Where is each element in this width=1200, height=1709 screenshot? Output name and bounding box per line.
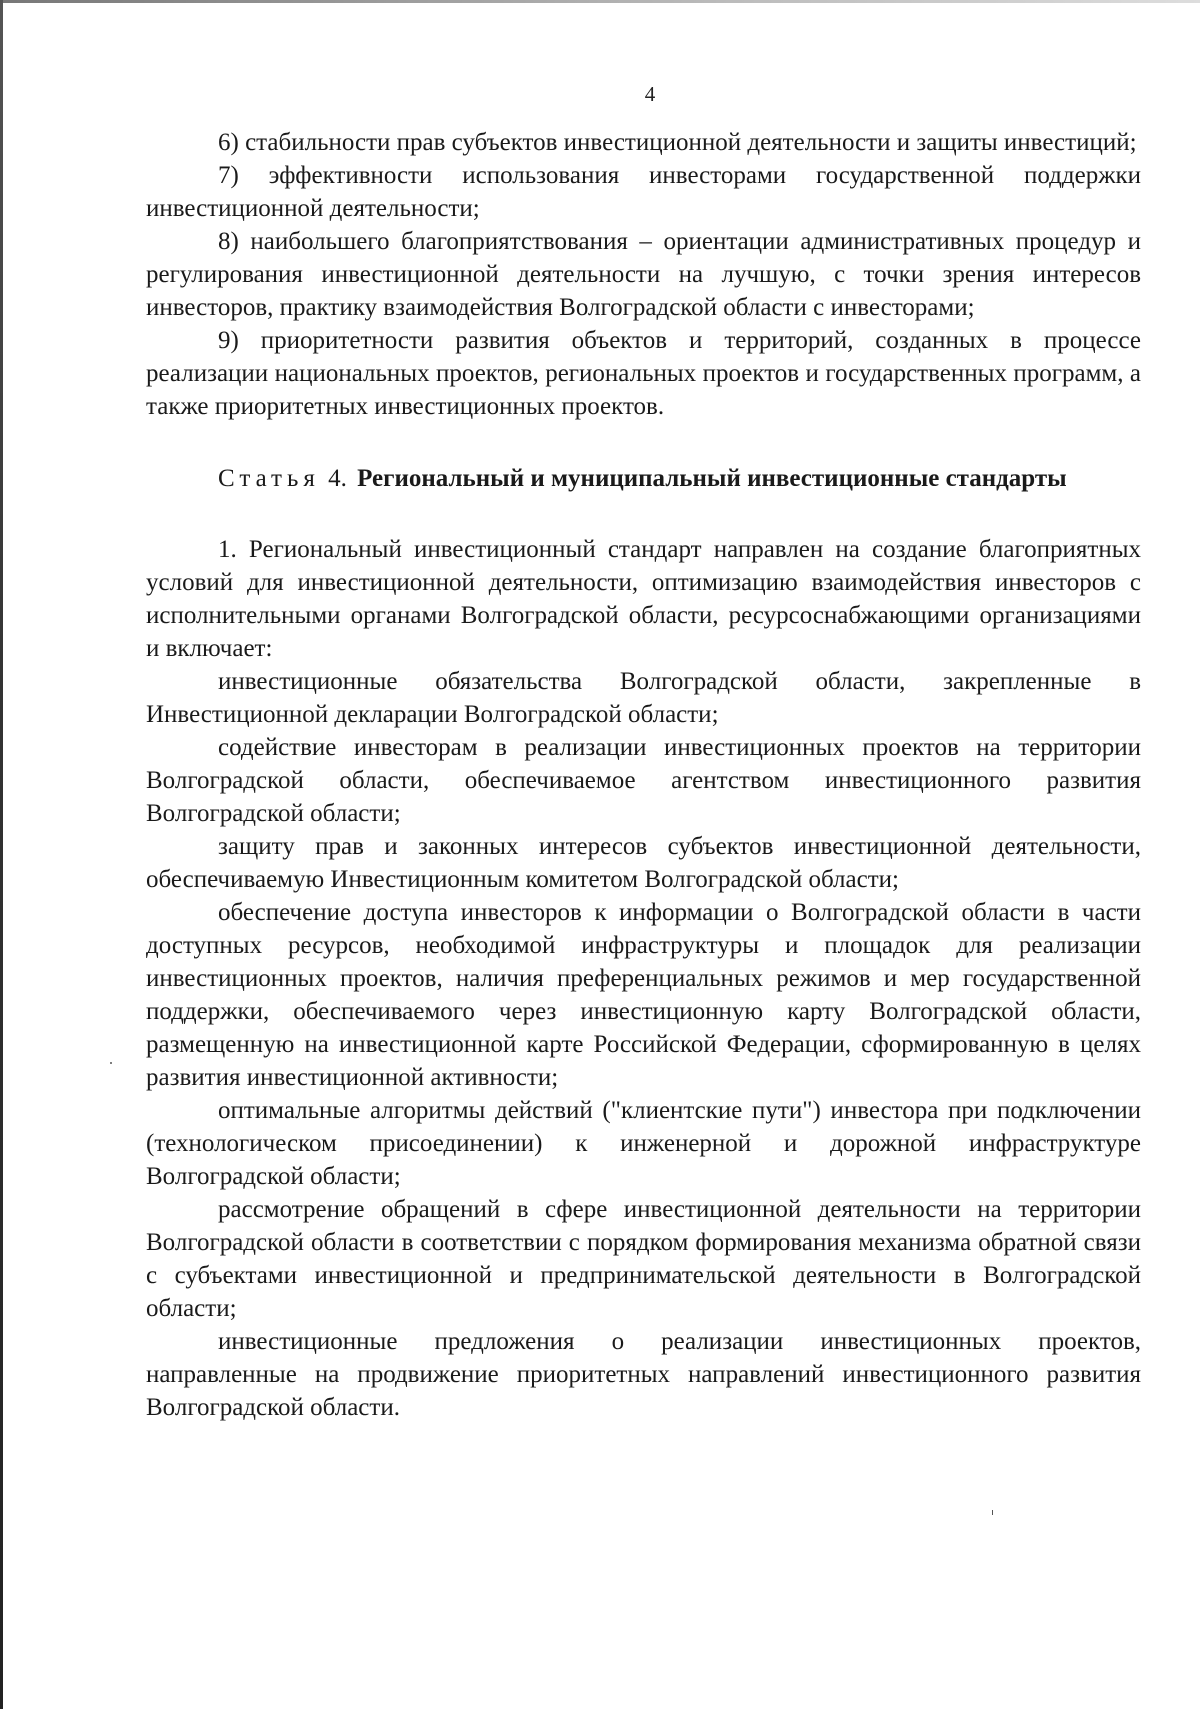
list-item-7: 7) эффективности использования инвесторами государственной поддержки инвестиционной деятельности; — [146, 162, 1141, 222]
standard-item-investment-proposals: инвестиционные предложения о реализации инвестиционных проектов, направленные на продвижение приоритетных направлений инвестиционного развития Волгоградской области. — [146, 1328, 1141, 1421]
article-title: Региональный и муниципальный инвестиционные стандарты — [357, 465, 1067, 492]
article-paragraph-1: 1. Региональный инвестиционный стандарт направлен на создание благоприятных условий для инвестиционной деятельности, оптимизацию взаимодействия инвесторов с исполнительными органами Волгоградской области, ресурсоснабжающими организациями и включает: — [146, 536, 1141, 662]
standard-item-rights-protection: защиту прав и законных интересов субъектов инвестиционной деятельности, обеспечиваемую Инвестиционным комитетом Волгоградской области; — [146, 833, 1141, 893]
standard-item-appeals: рассмотрение обращений в сфере инвестиционной деятельности на территории Волгоградской области в соответствии с порядком формирования механизма обратной связи с субъектами инвестиционной и предпринимательской деятельности в Волгоградской области; — [146, 1196, 1141, 1322]
document-body — [146, 126, 1141, 1424]
list-item-8: 8) наибольшего благоприятствования – ориентации административных процедур и регулирования инвестиционной деятельности на лучшую, с точки зрения интересов инвесторов, практику взаимодействия Волгоградской области с инвесторами; — [146, 228, 1141, 321]
list-item-9: 9) приоритетности развития объектов и территорий, созданных в процессе реализации национальных проектов, региональных проектов и государственных программ, а также приоритетных инвестиционных проектов. — [146, 327, 1141, 420]
scan-speck — [110, 1062, 112, 1064]
article-label: Статья — [218, 465, 320, 492]
article-heading — [146, 462, 1141, 495]
scan-speck — [992, 1510, 993, 1515]
standard-item-declaration: инвестиционные обязательства Волгоградской области, закрепленные в Инвестиционной декларации Волгоградской области; — [146, 668, 1141, 728]
article-number: 4. — [328, 465, 347, 492]
scan-edge-top — [0, 0, 1200, 3]
standard-item-agency-support: содействие инвесторам в реализации инвестиционных проектов на территории Волгоградской области, обеспечиваемое агентством инвестиционного развития Волгоградской области; — [146, 734, 1141, 827]
page-number: 4 — [644, 82, 656, 106]
standard-item-client-paths: оптимальные алгоритмы действий ("клиентские пути") инвестора при подключении (технологическом присоединении) к инженерной и дорожной инфраструктуре Волгоградской области; — [146, 1097, 1141, 1190]
list-item-6: 6) стабильности прав субъектов инвестиционной деятельности и защиты инвестиций; — [218, 129, 1137, 156]
standard-item-information-access: обеспечение доступа инвесторов к информации о Волгоградской области в части доступных ресурсов, необходимой инфраструктуры и площадок для реализации инвестиционных проектов, наличия преференциальных режимов и мер государственной поддержки, обеспечиваемого через инвестиционную карту Волгоградской области, размещенную на инвестиционной карте Российской Федерации, сформированную в целях развития инвестиционной активности; — [146, 899, 1141, 1091]
scan-edge-left — [0, 0, 3, 1709]
